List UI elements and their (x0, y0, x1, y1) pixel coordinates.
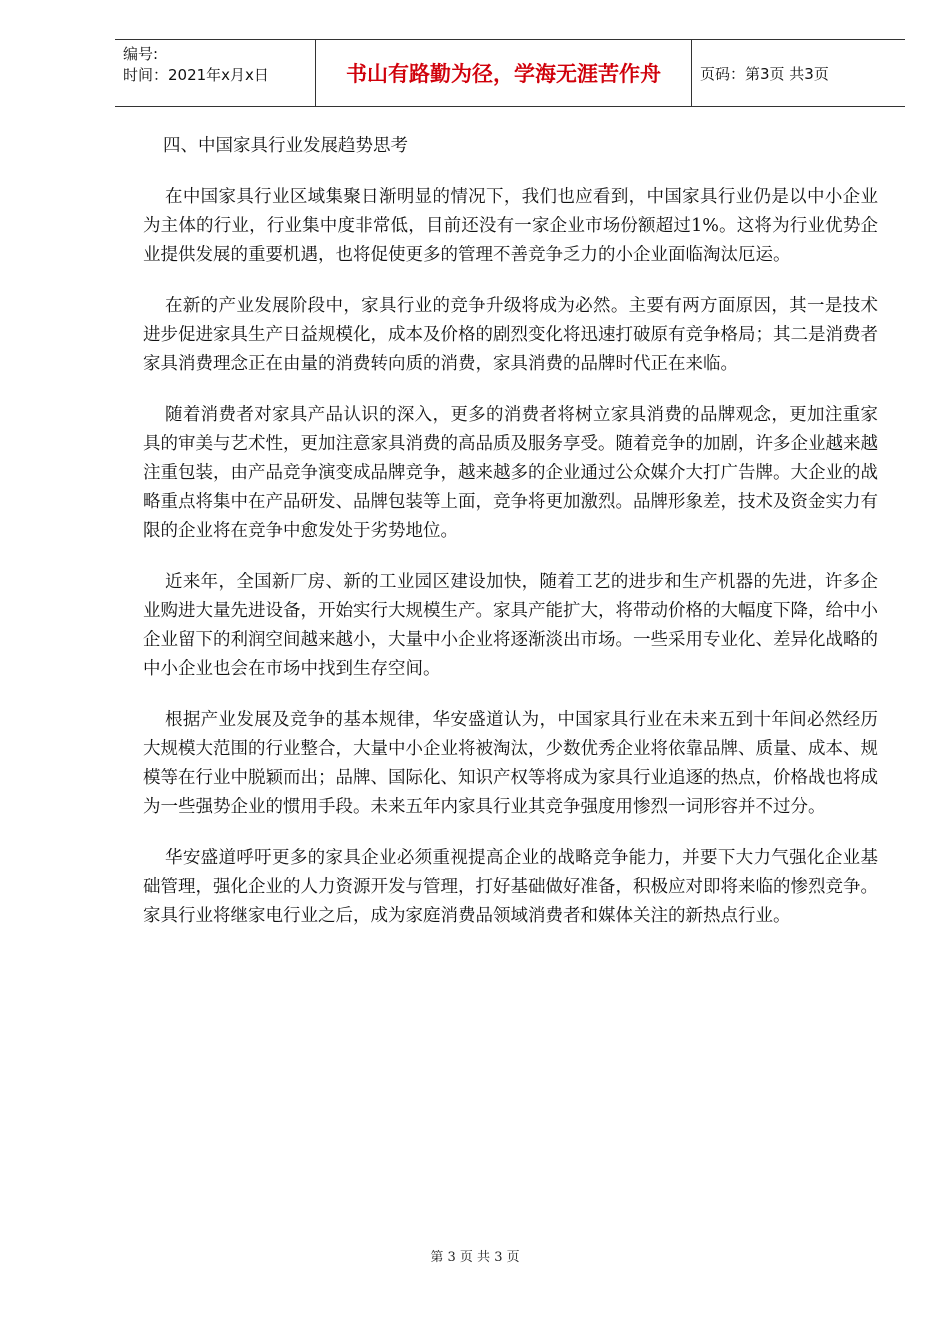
number-label: 编号: (123, 45, 159, 63)
header-motto: 书山有路勤为径，学海无涯苦作舟 (315, 40, 692, 106)
paragraph-3: 随着消费者对家具产品认识的深入，更多的消费者将树立家具消费的品牌观念，更加注重家具的审美与艺术性，更加注意家具消费的高品质及服务享受。随着竞争的加剧，许多企业越来越注重包装，由产品竞争演变成品牌竞争，越来越多的企业通过公众媒介大打广告牌。大企业的战略重点将集中在产品研发、品牌包装等上面，竞争将更加激烈。品牌形象差，技术及资金实力有限的企业将在竞争中愈发处于劣势地位。 (143, 405, 878, 541)
paragraph-2: 在新的产业发展阶段中，家具行业的竞争升级将成为必然。主要有两方面原因，其一是技术进步促进家具生产日益规模化，成本及价格的剧烈变化将迅速打破原有竞争格局；其二是消费者家具消费理念正在由量的消费转向质的消费，家具消费的品牌时代正在来临。 (143, 296, 878, 374)
paragraph-5: 根据产业发展及竞争的基本规律，华安盛道认为，中国家具行业在未来五到十年间必然经历大规模大范围的行业整合，大量中小企业将被淘汰，少数优秀企业将依靠品牌、质量、成本、规模等在行业中脱颖而出；品牌、国际化、知识产权等将成为家具行业追逐的热点，价格战也将成为一些强势企业的惯用手段。未来五年内家具行业其竞争强度用惨烈一词形容并不过分。 (143, 710, 878, 817)
paragraph-1: 在中国家具行业区域集聚日渐明显的情况下，我们也应看到，中国家具行业仍是以中小企业为主体的行业，行业集中度非常低，目前还没有一家企业市场份额超过1%。这将为行业优势企业提供发展的重要机遇，也将促使更多的管理不善竞争乏力的小企业面临淘汰厄运。 (143, 187, 878, 265)
header-meta (115, 40, 315, 106)
document-body (143, 132, 878, 953)
header-page-label: 页码：第3页 共3页 (700, 64, 829, 83)
paragraph-6: 华安盛道呼吁更多的家具企业必须重视提高企业的战略竞争能力，并要下大力气强化企业基础管理，强化企业的人力资源开发与管理，打好基础做好准备，积极应对即将来临的惨烈竞争。家具行业将继家电行业之后，成为家庭消费品领域消费者和媒体关注的新热点行业。 (143, 848, 878, 926)
paragraph-4: 近来年，全国新厂房、新的工业园区建设加快，随着工艺的进步和生产机器的先进，许多企业购进大量先进设备，开始实行大规模生产。家具产能扩大，将带动价格的大幅度下降，给中小企业留下的利润空间越来越小，大量中小企业将逐渐淡出市场。一些采用专业化、差异化战略的中小企业也会在市场中找到生存空间。 (143, 572, 878, 679)
page-footer: 第 3 页 共 3 页 (430, 1250, 520, 1265)
page-header (115, 39, 905, 107)
section-heading: 四、中国家具行业发展趋势思考 (163, 136, 408, 156)
time-label: 时间：2021年x月x日 (123, 66, 269, 84)
